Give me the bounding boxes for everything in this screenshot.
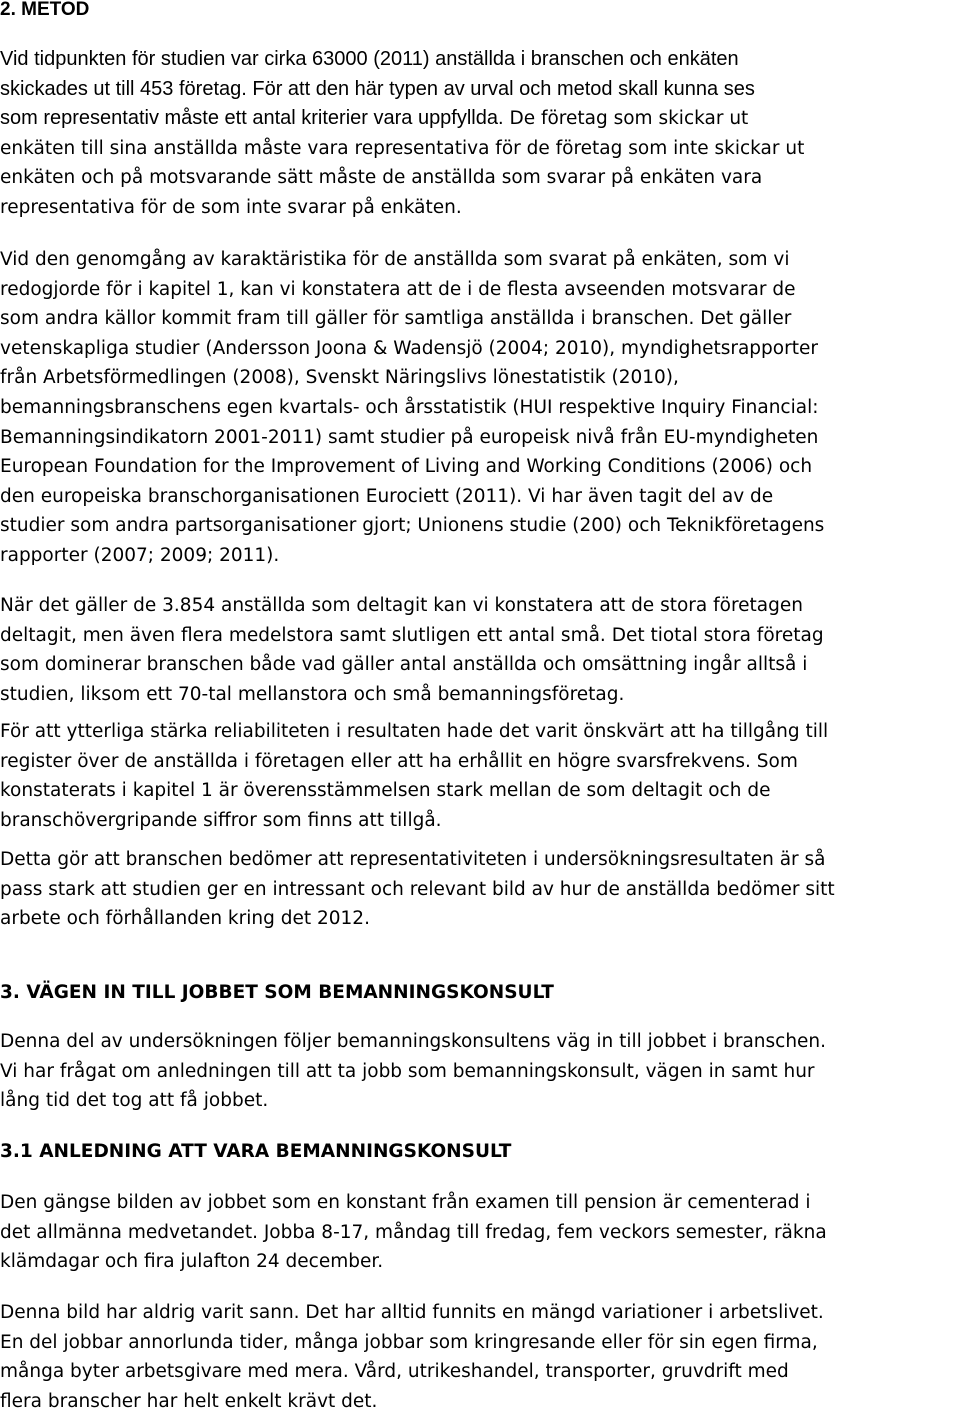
paragraph-reliability xyxy=(0,717,960,835)
text-line: representativa för de som inte svarar på enkäten. xyxy=(0,196,462,218)
paragraph-section-intro xyxy=(0,1027,960,1116)
text-line: redogjorde för i kapitel 1, kan vi konstatera att de i de flesta avseenden motsvarar de xyxy=(0,278,796,300)
text-line: lång tid det tog att få jobbet. xyxy=(0,1090,269,1112)
text-line: enkäten och på motsvarande sätt måste de anställda som svarar på enkäten vara xyxy=(0,167,763,189)
text-line: pass stark att studien ger en intressant och relevant bild av hur de anställda bedömer sitt xyxy=(0,878,835,900)
text-line: flera branscher har helt enkelt krävt det. xyxy=(0,1390,378,1412)
text-line: rapporter (2007; 2009; 2011). xyxy=(0,544,280,566)
text-line: skickades ut till 453 företag. För att den här typen av urval och metod skall kunna ses xyxy=(0,77,755,100)
text-segment: De företag som skickar ut xyxy=(509,108,749,130)
text-line: den europeiska branschorganisationen Eurociett (2011). Vi har även tagit del av de xyxy=(0,485,774,507)
text-line: som dominerar branschen både vad gäller antal anställda och omsättning ingår alltså i xyxy=(0,654,808,676)
text-line: register över de anställda i företagen eller att ha erhållit en högre svarsfrekvens. Som xyxy=(0,750,798,772)
text-line: För att ytterliga stärka reliabiliteten i resultaten hade det varit önskvärt att ha tillgång till xyxy=(0,721,829,742)
text-line: klämdagar och fira julafton 24 december. xyxy=(0,1251,384,1273)
text-line: det allmänna medvetandet. Jobba 8-17, måndag till fredag, fem veckors semester, räkna xyxy=(0,1221,827,1243)
text-line: deltagit, men även flera medelstora samt slutligen ett antal små. Det tiotal stora företag xyxy=(0,624,824,646)
text-line: branschövergripande siffror som finns att tillgå. xyxy=(0,809,442,831)
text-line: som andra källor kommit fram till gäller för samtliga anställda i branschen. Det gäller xyxy=(0,308,792,330)
section-heading-metod: 2. METOD xyxy=(0,0,90,20)
text-line xyxy=(0,104,960,134)
text-line: studien, liksom ett 70-tal mellanstora och små bemanningsföretag. xyxy=(0,683,625,705)
subsection-heading-anledning: 3.1 ANLEDNING ATT VARA BEMANNINGSKONSULT xyxy=(0,1141,512,1162)
text-line: European Foundation for the Improvement of Living and Working Conditions (2006) och xyxy=(0,456,813,478)
text-line: Denna del av undersökningen följer bemanningskonsultens väg in till jobbet i branschen. xyxy=(0,1031,827,1052)
paragraph-study-sample xyxy=(0,45,960,223)
paragraph-variations xyxy=(0,1298,960,1416)
text-line: konstaterats i kapitel 1 är överensstämmelsen stark mellan de som deltagit och de xyxy=(0,780,771,802)
section-heading-vagen-in: 3. VÄGEN IN TILL JOBBET SOM BEMANNINGSKONSULT xyxy=(0,982,554,1003)
text-line: Detta gör att branschen bedömer att representativiteten i undersökningsresultaten är så xyxy=(0,849,826,870)
text-line: Vid den genomgång av karaktäristika för de anställda som svarat på enkäten, som vi xyxy=(0,249,790,270)
text-line: Vi har frågat om anledningen till att ta jobb som bemanningskonsult, vägen in samt hur xyxy=(0,1060,815,1082)
text-line: från Arbetsförmedlingen (2008), Svenskt Näringslivs lönestatistik (2010), xyxy=(0,367,679,389)
text-line: enkäten till sina anställda måste vara representativa för de företag som inte skickar ut xyxy=(0,137,805,159)
text-segment: som representativ måste ett antal kriterier vara uppfyllda. xyxy=(0,107,504,130)
text-line: många byter arbetsgivare med mera. Vård, utrikeshandel, transporter, gruvdrift med xyxy=(0,1361,789,1383)
paragraph-representativity xyxy=(0,845,960,934)
text-line: bemanningsbranschens egen kvartals- och årsstatistik (HUI respektive Inquiry Financial: xyxy=(0,396,819,418)
paragraph-participants xyxy=(0,591,960,709)
paragraph-characteristics xyxy=(0,245,960,571)
text-line: arbete och förhållanden kring det 2012. xyxy=(0,908,370,930)
text-line: Bemanningsindikatorn 2001-2011) samt studier på europeisk nivå från EU-myndigheten xyxy=(0,426,819,448)
text-line: En del jobbar annorlunda tider, många jobbar som kringresande eller för sin egen firma, xyxy=(0,1331,818,1353)
text-line: Vid tidpunkten för studien var cirka 63000 (2011) anställda i branschen och enkäten xyxy=(0,48,739,70)
paragraph-common-view xyxy=(0,1188,960,1277)
text-line: Den gängse bilden av jobbet som en konstant från examen till pension är cementerad i xyxy=(0,1192,811,1213)
text-line: studier som andra partsorganisationer gjort; Unionens studie (200) och Teknikföretagens xyxy=(0,515,825,537)
text-line: När det gäller de 3.854 anställda som deltagit kan vi konstatera att de stora företagen xyxy=(0,595,803,616)
text-line: Denna bild har aldrig varit sann. Det har alltid funnits en mängd variationer i arbetslivet. xyxy=(0,1302,824,1323)
text-line: vetenskapliga studier (Andersson Joona & Wadensjö (2004; 2010), myndighetsrapporter xyxy=(0,337,818,359)
